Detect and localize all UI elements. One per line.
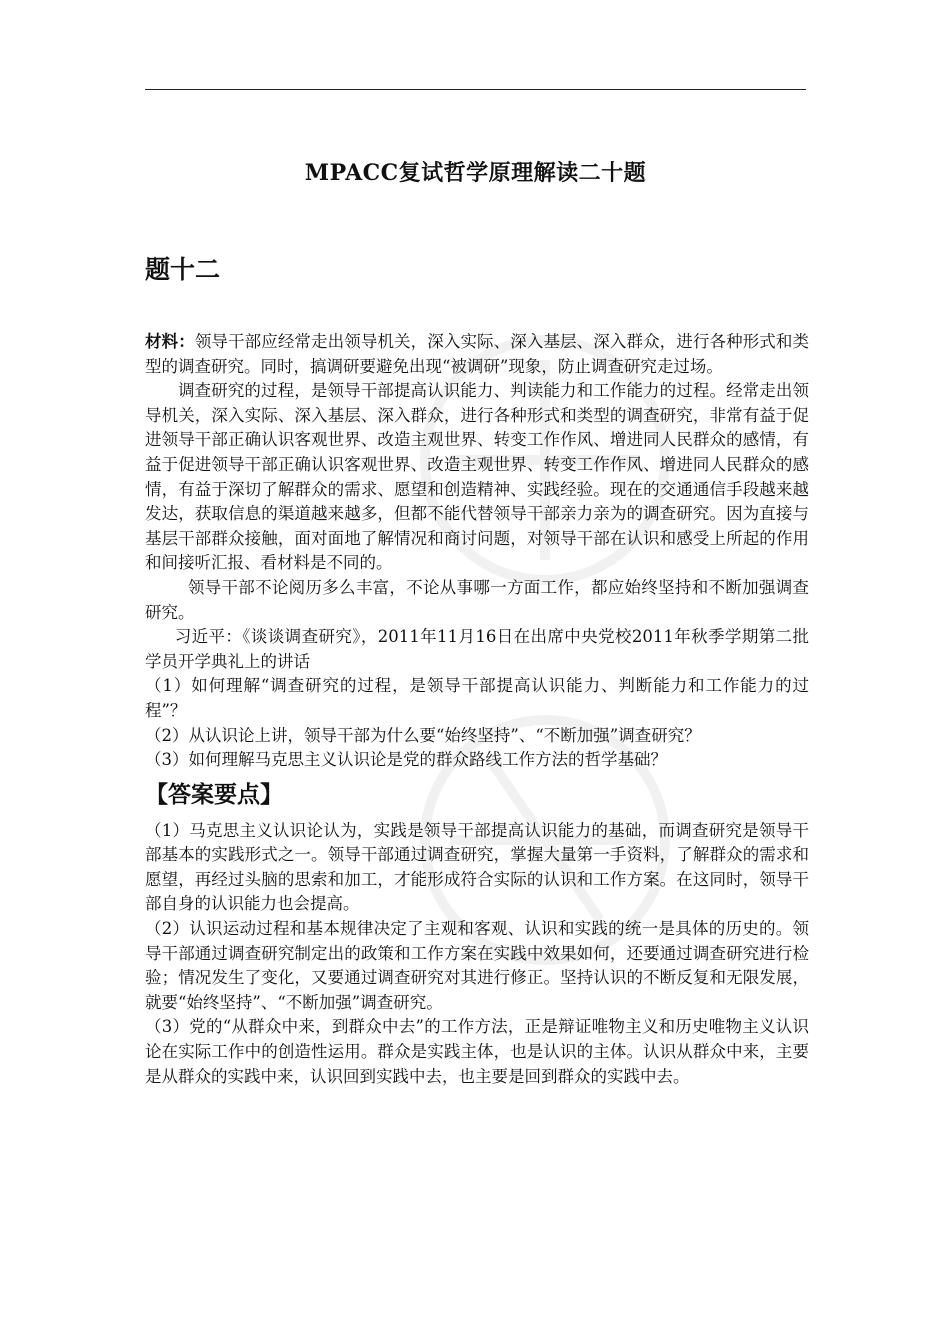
material-para-2: 领导干部不论阅历多么丰富，不论从事哪一方面工作，都应始终坚持和不断加强调查研究。	[145, 577, 809, 622]
material-label: 材料：	[145, 332, 195, 351]
question-heading: 题十二	[145, 255, 221, 284]
material-text: 领导干部应经常走出领导机关，深入实际、深入基层、深入群众，进行各种形式和类型的调查研究。同时，搞调研要避免出现“被调研”现象，防止调查研究走过场。	[145, 332, 810, 376]
question-item: （1）如何理解“调查研究的过程，是领导干部提高认识能力、判断能力和工作能力的过程”？	[145, 676, 809, 720]
material-paragraph	[145, 330, 809, 379]
page-title: MPACC复试哲学原理解读二十题	[304, 160, 647, 186]
document-body	[145, 330, 809, 1089]
header-rule	[145, 89, 806, 90]
question-item: （2）从认识论上讲，领导干部为什么要“始终坚持”、“不断加强”调查研究？	[145, 725, 701, 745]
answer-heading: 【答案要点】	[145, 780, 283, 808]
material-source: 习近平：《谈谈调查研究》，2011年11月16日在出席中央党校2011年秋季学期第二批学员开学典礼上的讲话	[145, 627, 809, 671]
answer-item: （2）认识运动过程和基本规律决定了主观和客观、认识和实践的统一是具体的历史的。领导干部通过调查研究制定出的政策和工作方案在实践中效果如何，还要通过调查研究进行检验；情况发生了变化，又要通过调查研究对其进行修正。坚持认识的不断反复和无限发展，就要“始终坚持”、“不断加强”调查研究。	[145, 919, 809, 1012]
answer-item: （1）马克思主义认识论认为，实践是领导干部提高认识能力的基础，而调查研究是领导干部基本的实践形式之一。领导干部通过调查研究，掌握大量第一手资料，了解群众的需求和愿望，再经过头脑的思索和加工，才能形成符合实际的认识和工作方案。在这同时，领导干部自身的认识能力也会提高。	[145, 820, 809, 914]
question-item: （3）如何理解马克思主义认识论是党的群众路线工作方法的哲学基础？	[145, 750, 667, 770]
answer-item: （3）党的“从群众中来，到群众中去”的工作方法，正是辩证唯物主义和历史唯物主义认识论在实际工作中的创造性运用。群众是实践主体，也是认识的主体。认识从群众中来，主要是从群众的实践中来，认识回到实践中去，也主要是回到群众的实践中去。	[145, 1017, 809, 1086]
material-para-1: 调查研究的过程，是领导干部提高认识能力、判读能力和工作能力的过程。经常走出领导机关，深入实际、深入基层、深入群众，进行各种形式和类型的调查研究，非常有益于促进领导干部正确认识客观世界、改造主观世界、转变工作作风、增进同人民群众的感情，有益于促进领导干部正确认识客观世界、改造主观世界、转变工作作风、增进同人民群众的感情，有益于深切了解群众的需求、愿望和创造精神、实践经验。现在的交通通信手段越来越发达，获取信息的渠道越来越多，但都不能代替领导干部亲力亲为的调查研究。因为直接与基层干部群众接触，面对面地了解情况和商讨问题，对领导干部在认识和感受上所起的作用和间接听汇报、看材料是不同的。	[145, 381, 809, 573]
